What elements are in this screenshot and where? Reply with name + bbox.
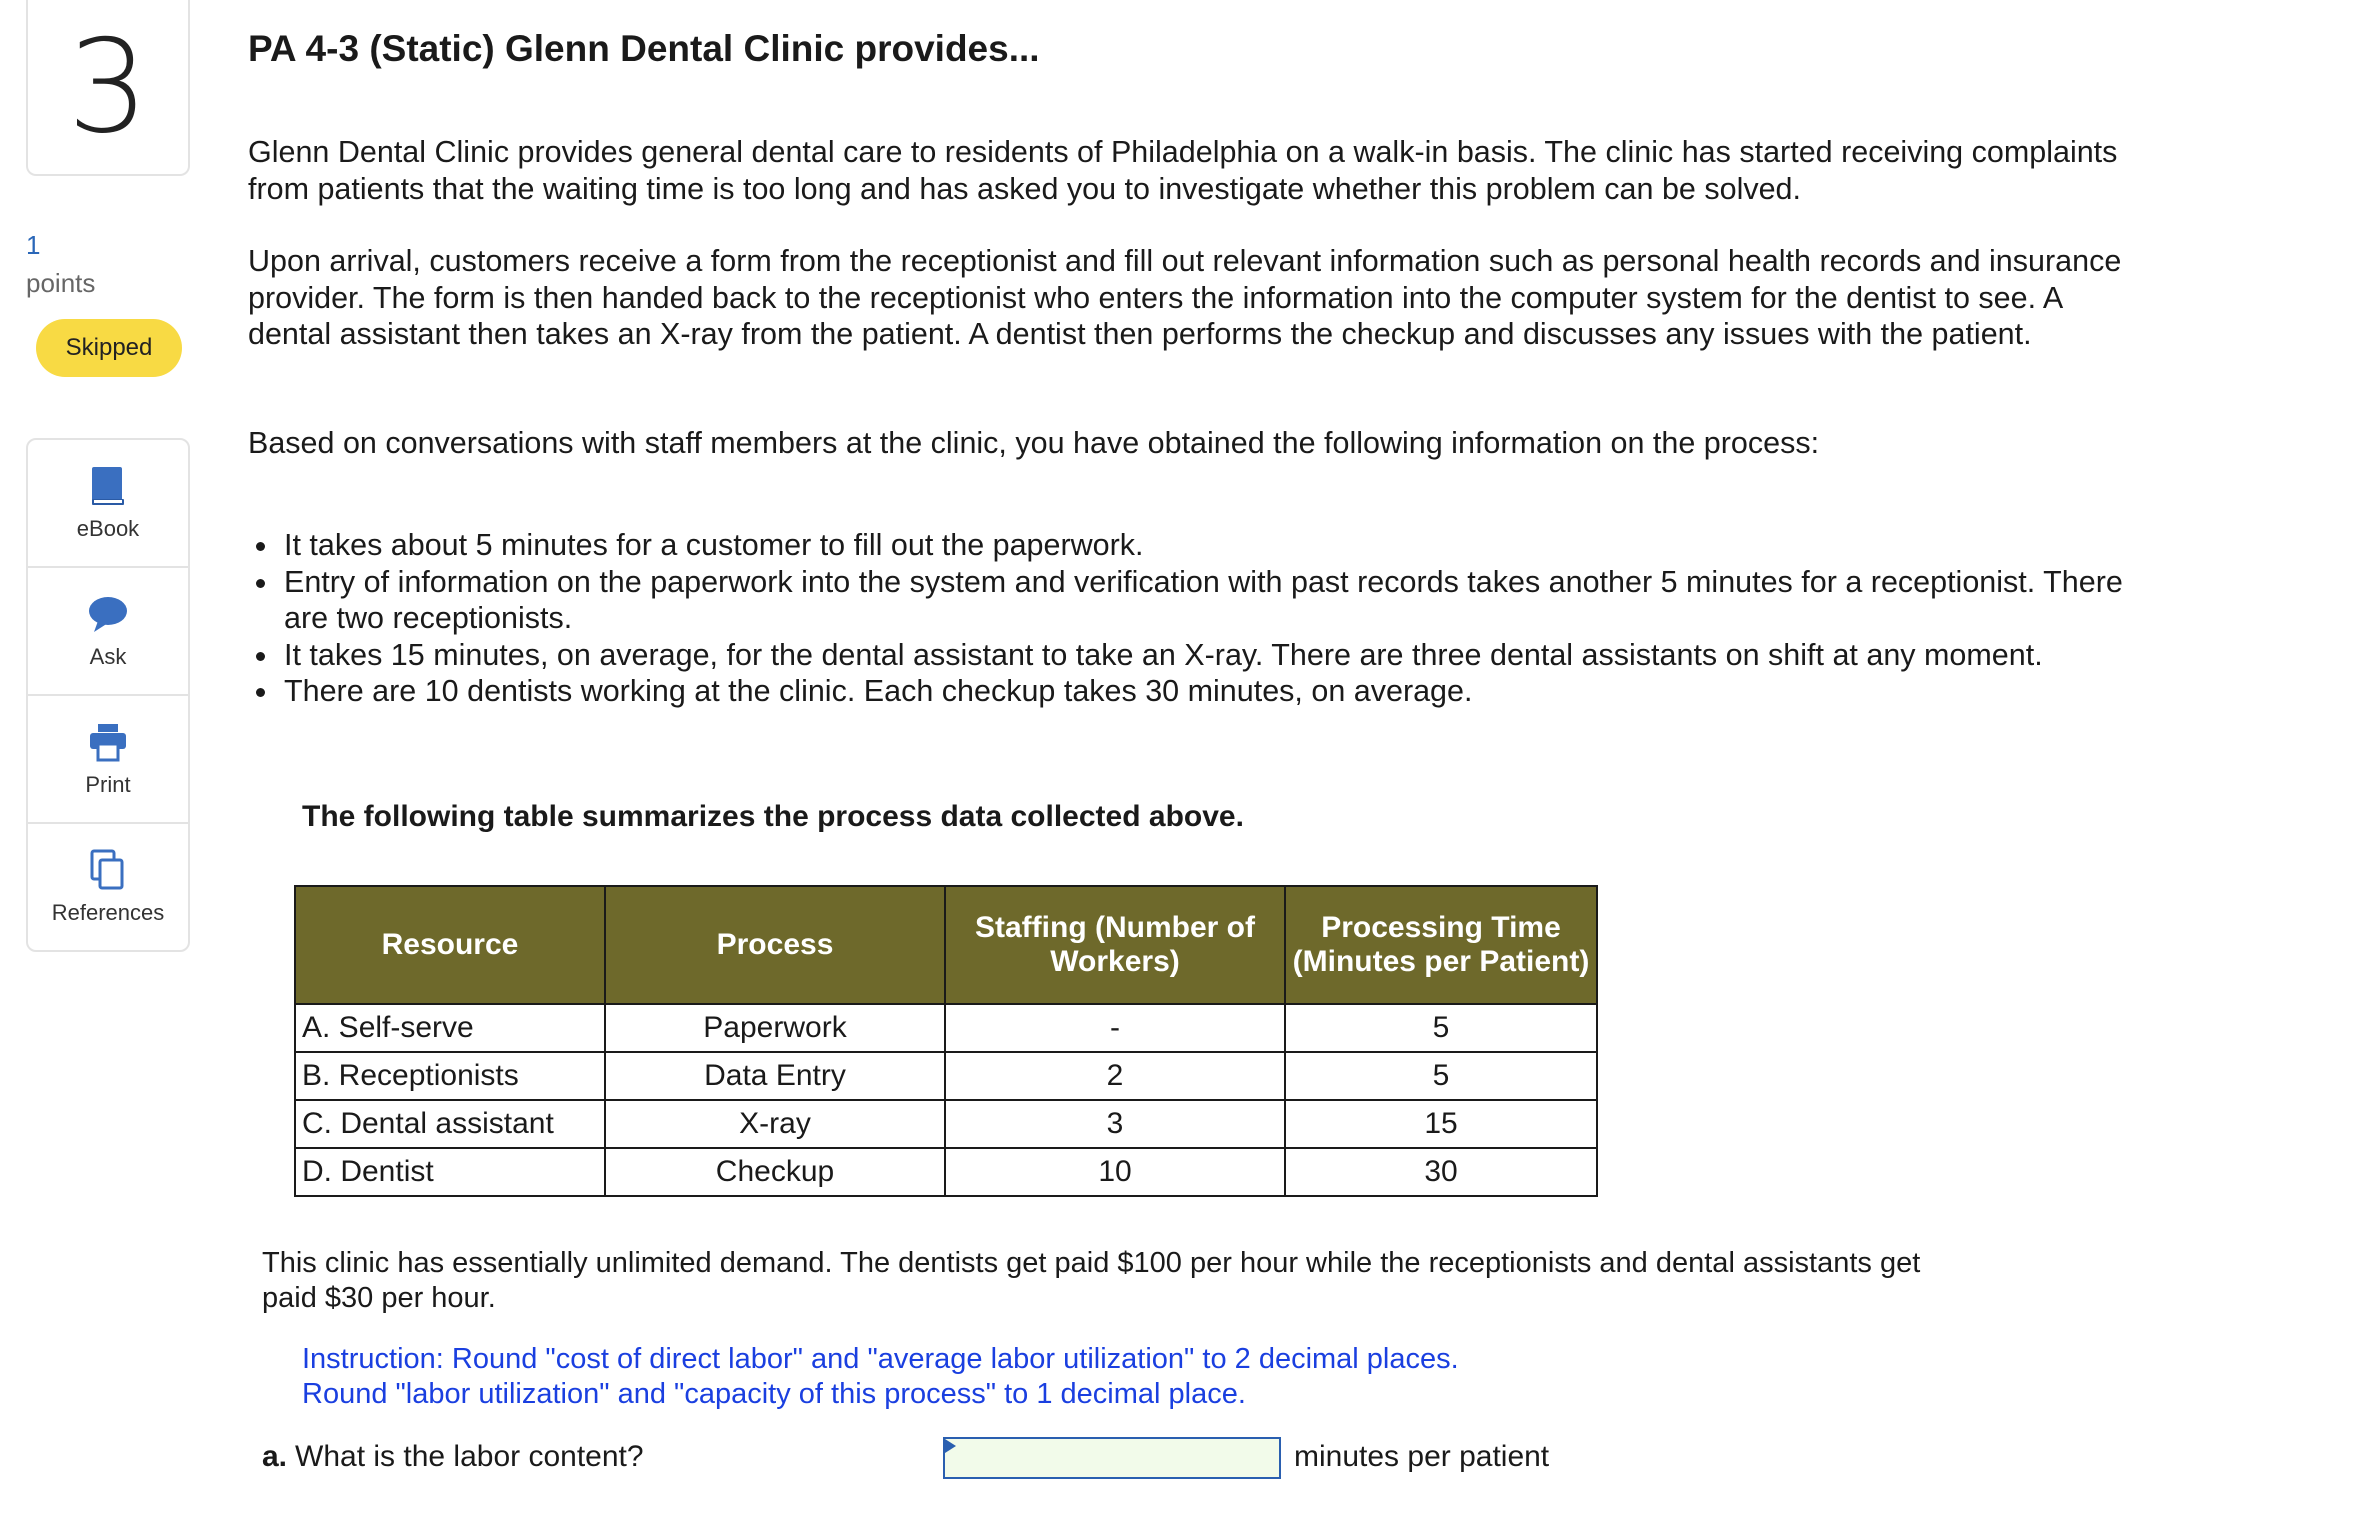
ebook-button[interactable] [28,440,188,568]
conversations-paragraph [248,425,2128,462]
process-text: Upon arrival, customers receive a form from the receptionist and fill out relevant information such as personal health records and insurance provider. The form is then handed back to the receptionist who enters the information into the computer system for the dentist to see. A dental assistant then takes an X-ray from the patient. A dentist then performs the checkup and discusses any issues with the patient. [248,244,2122,351]
book-icon [86,464,130,508]
column-header-resource: Resource [295,886,605,1004]
copy-pages-icon [86,848,130,892]
list-item: It takes 15 minutes, on average, for the dental assistant to take an X-ray. There are three dental assistants on shift at any moment. [248,637,2128,674]
table-row [295,1052,1597,1100]
table-row [295,1004,1597,1052]
table-header-row [295,886,1597,1004]
column-header-processing-time: Processing Time (Minutes per Patient) [1285,886,1597,1004]
demand-paragraph: This clinic has essentially unlimited demand. The dentists get paid $100 per hour while the receptionists and dental assistants get paid $30 per hour. [262,1247,1921,1314]
ask-label: Ask [89,644,127,669]
table-heading: The following table summarizes the process data collected above. [302,800,1244,833]
process-paragraph [248,243,2128,353]
question-title: PA 4-3 (Static) Glenn Dental Clinic provides... [248,28,1040,69]
conversations-text: Based on conversations with staff members at the clinic, you have obtained the following information on the process: [248,426,1820,460]
instruction-line-2: Round "labor utilization" and "capacity of this process" to 1 decimal place. [302,1378,1246,1410]
ebook-label: eBook [76,516,140,541]
table-cell: Data Entry [605,1052,945,1100]
table-cell: X-ray [605,1100,945,1148]
question-number: 3 [26,0,190,176]
table-row [295,1100,1597,1148]
answer-unit-label: minutes per patient [1294,1440,1550,1473]
table-cell: Checkup [605,1148,945,1196]
intro-paragraph [248,134,2128,207]
table-row [295,1148,1597,1196]
table-cell: - [945,1004,1285,1052]
references-button[interactable] [28,824,188,950]
status-badge: Skipped [36,319,182,377]
printer-icon [86,720,130,764]
table-cell: C. Dental assistant [295,1100,605,1148]
table-cell: A. Self-serve [295,1004,605,1052]
table-cell: 15 [1285,1100,1597,1148]
table-cell: 2 [945,1052,1285,1100]
table-cell: 3 [945,1100,1285,1148]
print-button[interactable] [28,696,188,824]
process-data-table [294,885,1598,1197]
input-flag-icon [945,1439,956,1453]
table-cell: 10 [945,1148,1285,1196]
points-label: points [26,268,96,298]
ask-button[interactable] [28,568,188,696]
table-cell: D. Dentist [295,1148,605,1196]
column-header-process: Process [605,886,945,1004]
table-cell: 5 [1285,1004,1597,1052]
list-item: Entry of information on the paperwork into the system and verification with past records takes another 5 minutes for a receptionist. There are two receptionists. [248,564,2128,637]
table-cell: Paperwork [605,1004,945,1052]
chat-bubble-icon [86,592,130,636]
list-item: It takes about 5 minutes for a customer to fill out the paperwork. [248,527,2128,564]
intro-text: Glenn Dental Clinic provides general dental care to residents of Philadelphia on a walk-in basis. The clinic has started receiving complaints from patients that the waiting time is too long and has asked you to investigate whether this problem can be solved. [248,135,2118,206]
references-label: References [51,900,165,925]
points-value: 1 [26,230,41,260]
table-cell: B. Receptionists [295,1052,605,1100]
part-a-text: What is the labor content? [295,1440,644,1473]
rounding-instruction [302,1342,1459,1412]
labor-content-answer-input[interactable] [943,1437,1281,1479]
process-facts-list [248,527,2128,710]
list-item: There are 10 dentists working at the clinic. Each checkup takes 30 minutes, on average. [248,673,2128,710]
instruction-line-1: Instruction: Round "cost of direct labor" and "average labor utilization" to 2 decimal places. [302,1343,1459,1375]
part-a-letter: a. [262,1440,288,1473]
print-label: Print [85,772,131,797]
column-header-staffing: Staffing (Number of Workers) [945,886,1285,1004]
part-a-question [262,1440,644,1474]
tools-panel [26,438,190,952]
table-cell: 30 [1285,1148,1597,1196]
table-cell: 5 [1285,1052,1597,1100]
